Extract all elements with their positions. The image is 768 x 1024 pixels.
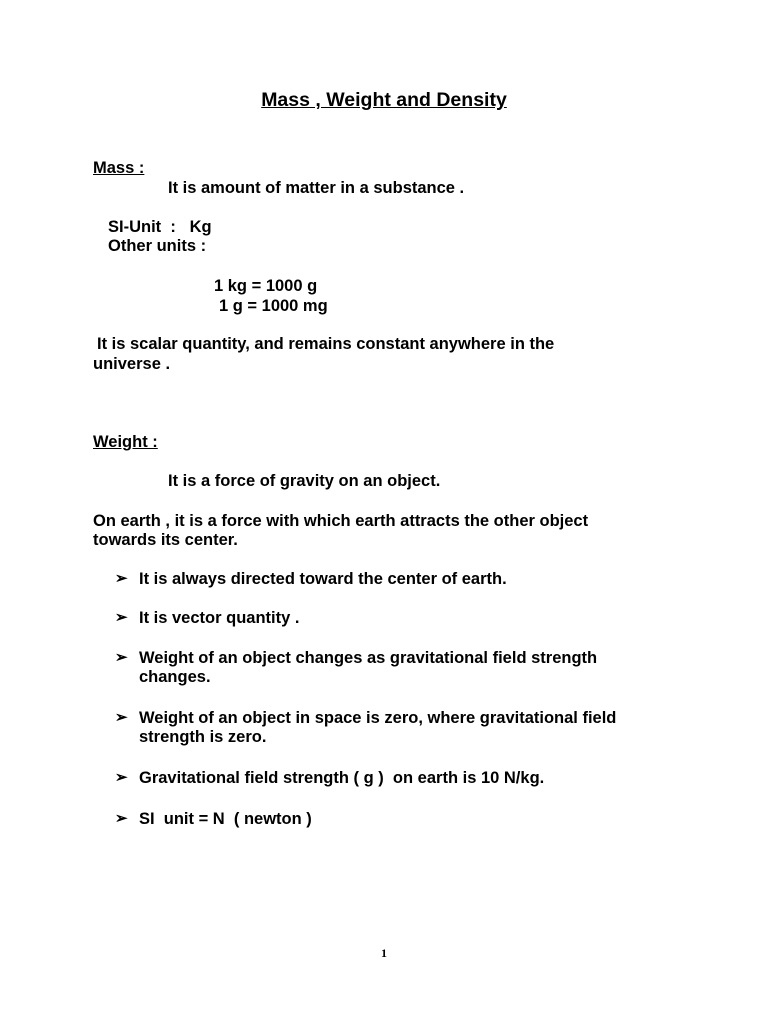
arrow-bullet-icon: ➢ — [115, 649, 128, 666]
bullet-item-continuation: changes. — [139, 668, 211, 686]
arrow-bullet-icon: ➢ — [115, 570, 128, 587]
bullet-item: It is vector quantity . — [139, 609, 300, 627]
page-number: 1 — [381, 946, 387, 960]
mass-conversion-kg: 1 kg = 1000 g — [214, 277, 318, 295]
bullet-item: It is always directed toward the center of earth. — [139, 570, 507, 588]
bullet-item: Weight of an object in space is zero, where gravitational field — [139, 709, 617, 727]
arrow-bullet-icon: ➢ — [115, 709, 128, 726]
mass-si-unit: SI-Unit : Kg — [108, 218, 212, 236]
weight-heading: Weight : — [93, 433, 158, 451]
mass-definition: It is amount of matter in a substance . — [168, 179, 465, 197]
mass-conversion-g: 1 g = 1000 mg — [219, 297, 328, 315]
bullet-item: Gravitational field strength ( g ) on earth is 10 N/kg. — [139, 769, 545, 787]
arrow-bullet-icon: ➢ — [115, 810, 128, 827]
weight-earth-line-1: On earth , it is a force with which earth attracts the other object — [93, 512, 589, 530]
mass-note-line-2: universe . — [93, 355, 171, 373]
weight-definition: It is a force of gravity on an object. — [168, 472, 441, 490]
bullet-item: Weight of an object changes as gravitational field strength — [139, 649, 598, 667]
arrow-bullet-icon: ➢ — [115, 769, 128, 786]
bullet-item-continuation: strength is zero. — [139, 728, 267, 746]
arrow-bullet-icon: ➢ — [115, 609, 128, 626]
mass-other-units: Other units : — [108, 237, 207, 255]
mass-note-line-1: It is scalar quantity, and remains constant anywhere in the — [97, 335, 555, 353]
bullet-item: SI unit = N ( newton ) — [139, 810, 312, 828]
weight-earth-line-2: towards its center. — [93, 531, 238, 549]
page-title: Mass , Weight and Density — [261, 89, 507, 111]
mass-heading: Mass : — [93, 159, 145, 177]
